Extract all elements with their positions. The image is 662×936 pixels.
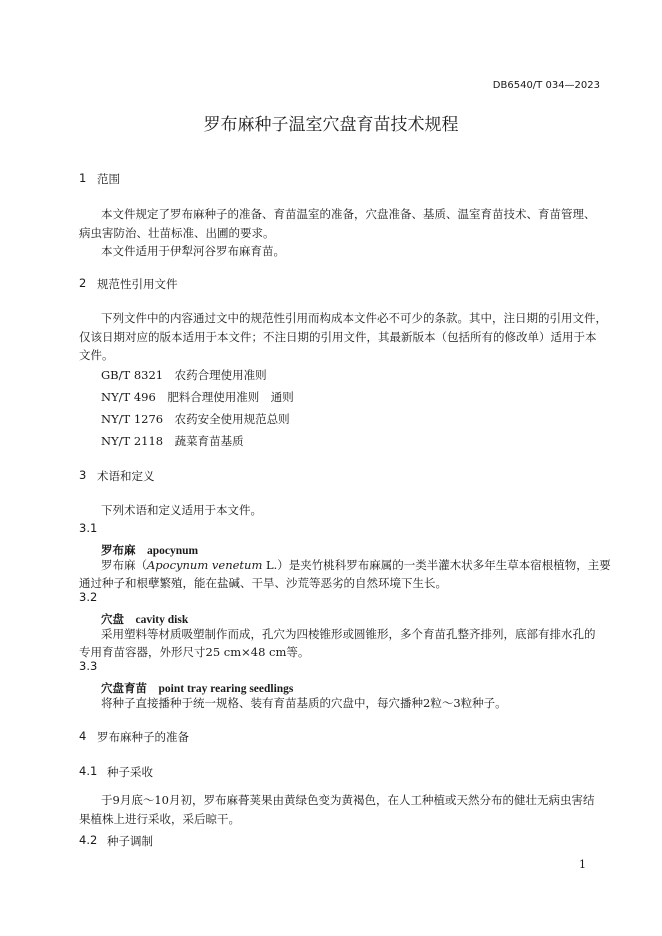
- section-heading: 规范性引用文件: [97, 277, 178, 291]
- reference-item: [101, 411, 290, 427]
- term-english: apocynum: [147, 545, 199, 557]
- reference-code: NY/T 2118: [101, 434, 164, 448]
- term-title: [101, 608, 188, 627]
- paragraph-line: 病虫害防治、壮苗标准、出圃的要求。: [79, 226, 275, 240]
- reference-title: 农药安全使用规范总则: [174, 412, 290, 426]
- reference-title: 蔬菜育苗基质: [174, 434, 244, 448]
- subsection-heading: 种子采收: [107, 765, 153, 779]
- reference-title: 农药合理使用准则: [174, 368, 267, 382]
- term-chinese: 罗布麻: [101, 543, 136, 557]
- term-number: 3.2: [79, 590, 98, 604]
- latin-name: Apocynum venetum: [147, 558, 263, 572]
- paragraph-line: 通过种子和根孽繁殖，能在盐碱、干旱、沙荒等恶劣的自然环境下生长。: [79, 576, 447, 590]
- page-number: 1: [579, 858, 586, 871]
- paragraph-line: 于9月底～10月初，罗布麻蓇荚果由黄绿色变为黄褐色，在人工种植或天然分布的健壮无病虫害结: [101, 793, 595, 807]
- reference-title: 肥料合理使用准则 通则: [167, 390, 294, 404]
- reference-item: [101, 367, 267, 383]
- paragraph-line: 罗布麻（Apocynum venetum L.）是夹竹桃科罗布麻属的一类半灌木状多年生草本宿根植物，主要: [101, 558, 611, 572]
- paragraph-line: 本文件规定了罗布麻种子的准备、育苗温室的准备，穴盘准备、基质、温室育苗技术、育苗管理、: [101, 207, 596, 221]
- paragraph-line: 文件。: [79, 348, 114, 362]
- term-title: [101, 539, 198, 558]
- term-english: cavity disk: [135, 614, 189, 626]
- subsection-number: 4.1: [79, 764, 98, 778]
- section-number: 4: [79, 729, 87, 743]
- paragraph-line: 本文件适用于伊犁河谷罗布麻育苗。: [101, 244, 285, 258]
- paragraph-line: 下列文件中的内容通过文中的规范性引用而构成本文件必不可少的条款。其中，注日期的引用文件，: [101, 311, 607, 325]
- paragraph-line: 下列术语和定义适用于本文件。: [101, 503, 262, 517]
- section-number: 3: [79, 468, 87, 482]
- reference-item: [101, 389, 294, 405]
- page-title: 罗布麻种子温室穴盘育苗技术规程: [203, 115, 459, 135]
- section-heading: 范围: [97, 172, 120, 186]
- section-number: 2: [79, 276, 87, 290]
- document-code: DB6540/T 034—2023: [492, 80, 600, 91]
- paragraph-line: 专用育苗容器，外形尺寸25 cm×48 cm等。: [79, 645, 310, 659]
- subsection-number: 4.2: [79, 833, 98, 847]
- term-chinese: 穴盘育苗: [101, 681, 147, 695]
- paragraph-line: 仅该日期对应的版本适用于本文件；不注日期的引用文件，其最新版本（包括所有的修改单）适用于本: [79, 330, 597, 344]
- subsection-heading: 种子调制: [107, 834, 153, 848]
- paragraph-line: 将种子直接播种于统一规格、装有育苗基质的穴盘中，每穴播种2粒～3粒种子。: [101, 696, 507, 710]
- reference-code: NY/T 496: [101, 390, 156, 404]
- term-english: point tray rearing seedlings: [158, 683, 294, 695]
- term-chinese: 穴盘: [101, 612, 124, 626]
- reference-code: GB/T 8321: [101, 368, 164, 382]
- section-heading: 罗布麻种子的准备: [97, 730, 189, 744]
- paragraph-line: 果植株上进行采收，采后晾干。: [79, 812, 240, 826]
- section-number: 1: [79, 171, 87, 185]
- term-number: 3.3: [79, 659, 98, 673]
- paragraph-line: 采用塑料等材质吸塑制作而成，孔穴为四棱锥形或圆锥形，多个育苗孔整齐排列，底部有排水孔的: [101, 627, 596, 641]
- term-number: 3.1: [79, 521, 98, 535]
- term-title: [101, 677, 293, 696]
- reference-code: NY/T 1276: [101, 412, 164, 426]
- section-heading: 术语和定义: [97, 469, 155, 483]
- reference-item: [101, 433, 244, 449]
